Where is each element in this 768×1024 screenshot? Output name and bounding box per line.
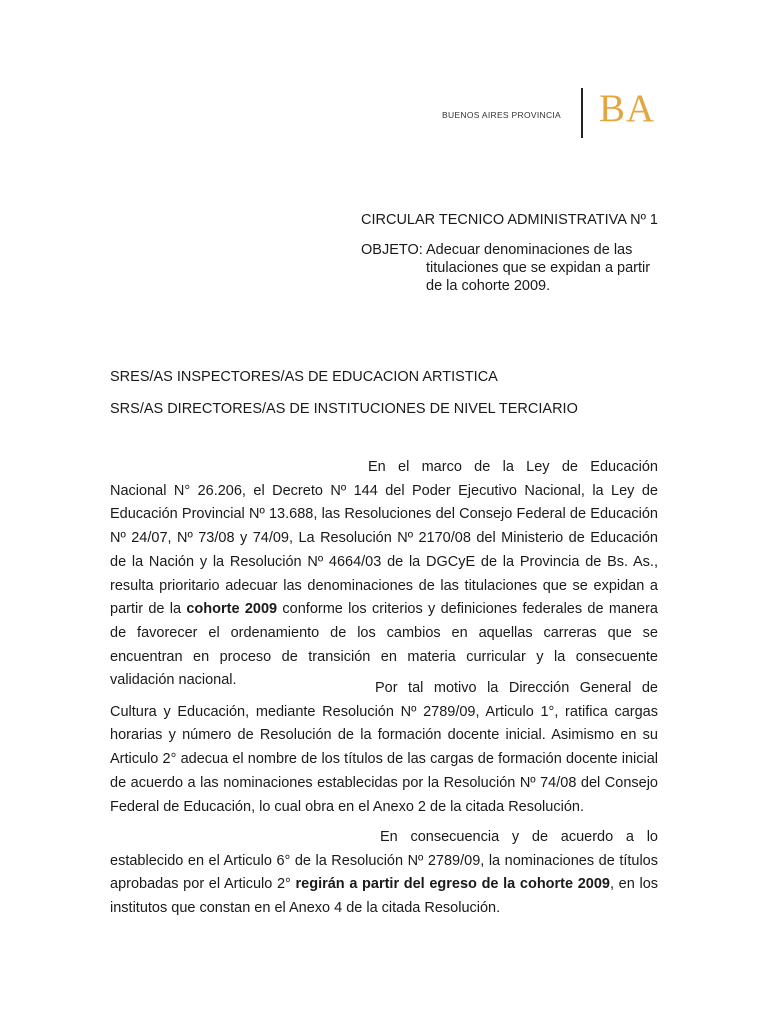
p1-text-a: En el marco de la Ley de Educación Nacional N° 26.206, el Decreto Nº 144 del Poder Ejecutivo Nacional, la Ley de Educación Provincial Nº 13.688, las Resoluciones del Consejo Federal de Educación Nº 24/07, Nº 73/08 y 74/09, La Resolución Nº 2170/08 del Ministerio de Educación de la Nación y la Resolución Nº 4664/03 de la DGCyE de la Provincia de Bs. As., resulta prioritario adecuar las denominaciones de las titulaciones que se expidan a partir de la [110, 459, 658, 618]
body-paragraph-3 [110, 826, 658, 921]
body-paragraph-1 [110, 456, 658, 693]
ba-logo: BA [599, 87, 656, 130]
body-paragraph-2 [110, 677, 658, 819]
addressee-directores: SRS/AS DIRECTORES/AS DE INSTITUCIONES DE NIVEL TERCIARIO [110, 401, 578, 417]
objeto-line-3: de la cohorte 2009. [426, 278, 551, 294]
circular-title: CIRCULAR TECNICO ADMINISTRATIVA Nº 1 [361, 212, 658, 228]
p3-bold-regiran: regirán a partir del egreso de la cohorte 2009 [295, 876, 610, 893]
objeto-line-1: Adecuar denominaciones de las [426, 242, 633, 258]
logo-divider [581, 88, 583, 138]
p1-text-b: conforme los criterios y definiciones federales de manera de favorecer el ordenamiento de los cambios en aquellas carreras que se encuentran en proceso de transición en materia curricular y la consecuente validación nacional. [110, 601, 658, 689]
objeto-label: OBJETO: [361, 242, 423, 258]
objeto-line-2: titulaciones que se expidan a partir [426, 260, 651, 276]
province-logo-text: BUENOS AIRES PROVINCIA [442, 110, 562, 120]
p3-text-a: En consecuencia y de acuerdo a lo establecido en el Articulo 6° de la Resolución Nº 2789/09, la nominaciones de títulos aprobadas por el Articulo 2° [110, 829, 658, 893]
p3-text-b: , en los institutos que constan en el Anexo 4 de la citada Resolución. [110, 876, 659, 917]
p1-bold-cohorte: cohorte 2009 [186, 601, 278, 618]
p2-text: Por tal motivo la Dirección General de Cultura y Educación, mediante Resolución Nº 2789/09, Articulo 1°, ratifica cargas horarias y número de Resolución de la formación docente inicial. Asimismo en su Articulo 2° adecua el nombre de los títulos de las cargas de formación docente inicial de acuerdo a las nominaciones establecidas por la Resolución Nº 74/08 del Consejo Federal de Educación, lo cual obra en el Anexo 2 de la citada Resolución. [110, 680, 658, 815]
addressee-inspectores: SRES/AS INSPECTORES/AS DE EDUCACION ARTISTICA [110, 369, 498, 385]
